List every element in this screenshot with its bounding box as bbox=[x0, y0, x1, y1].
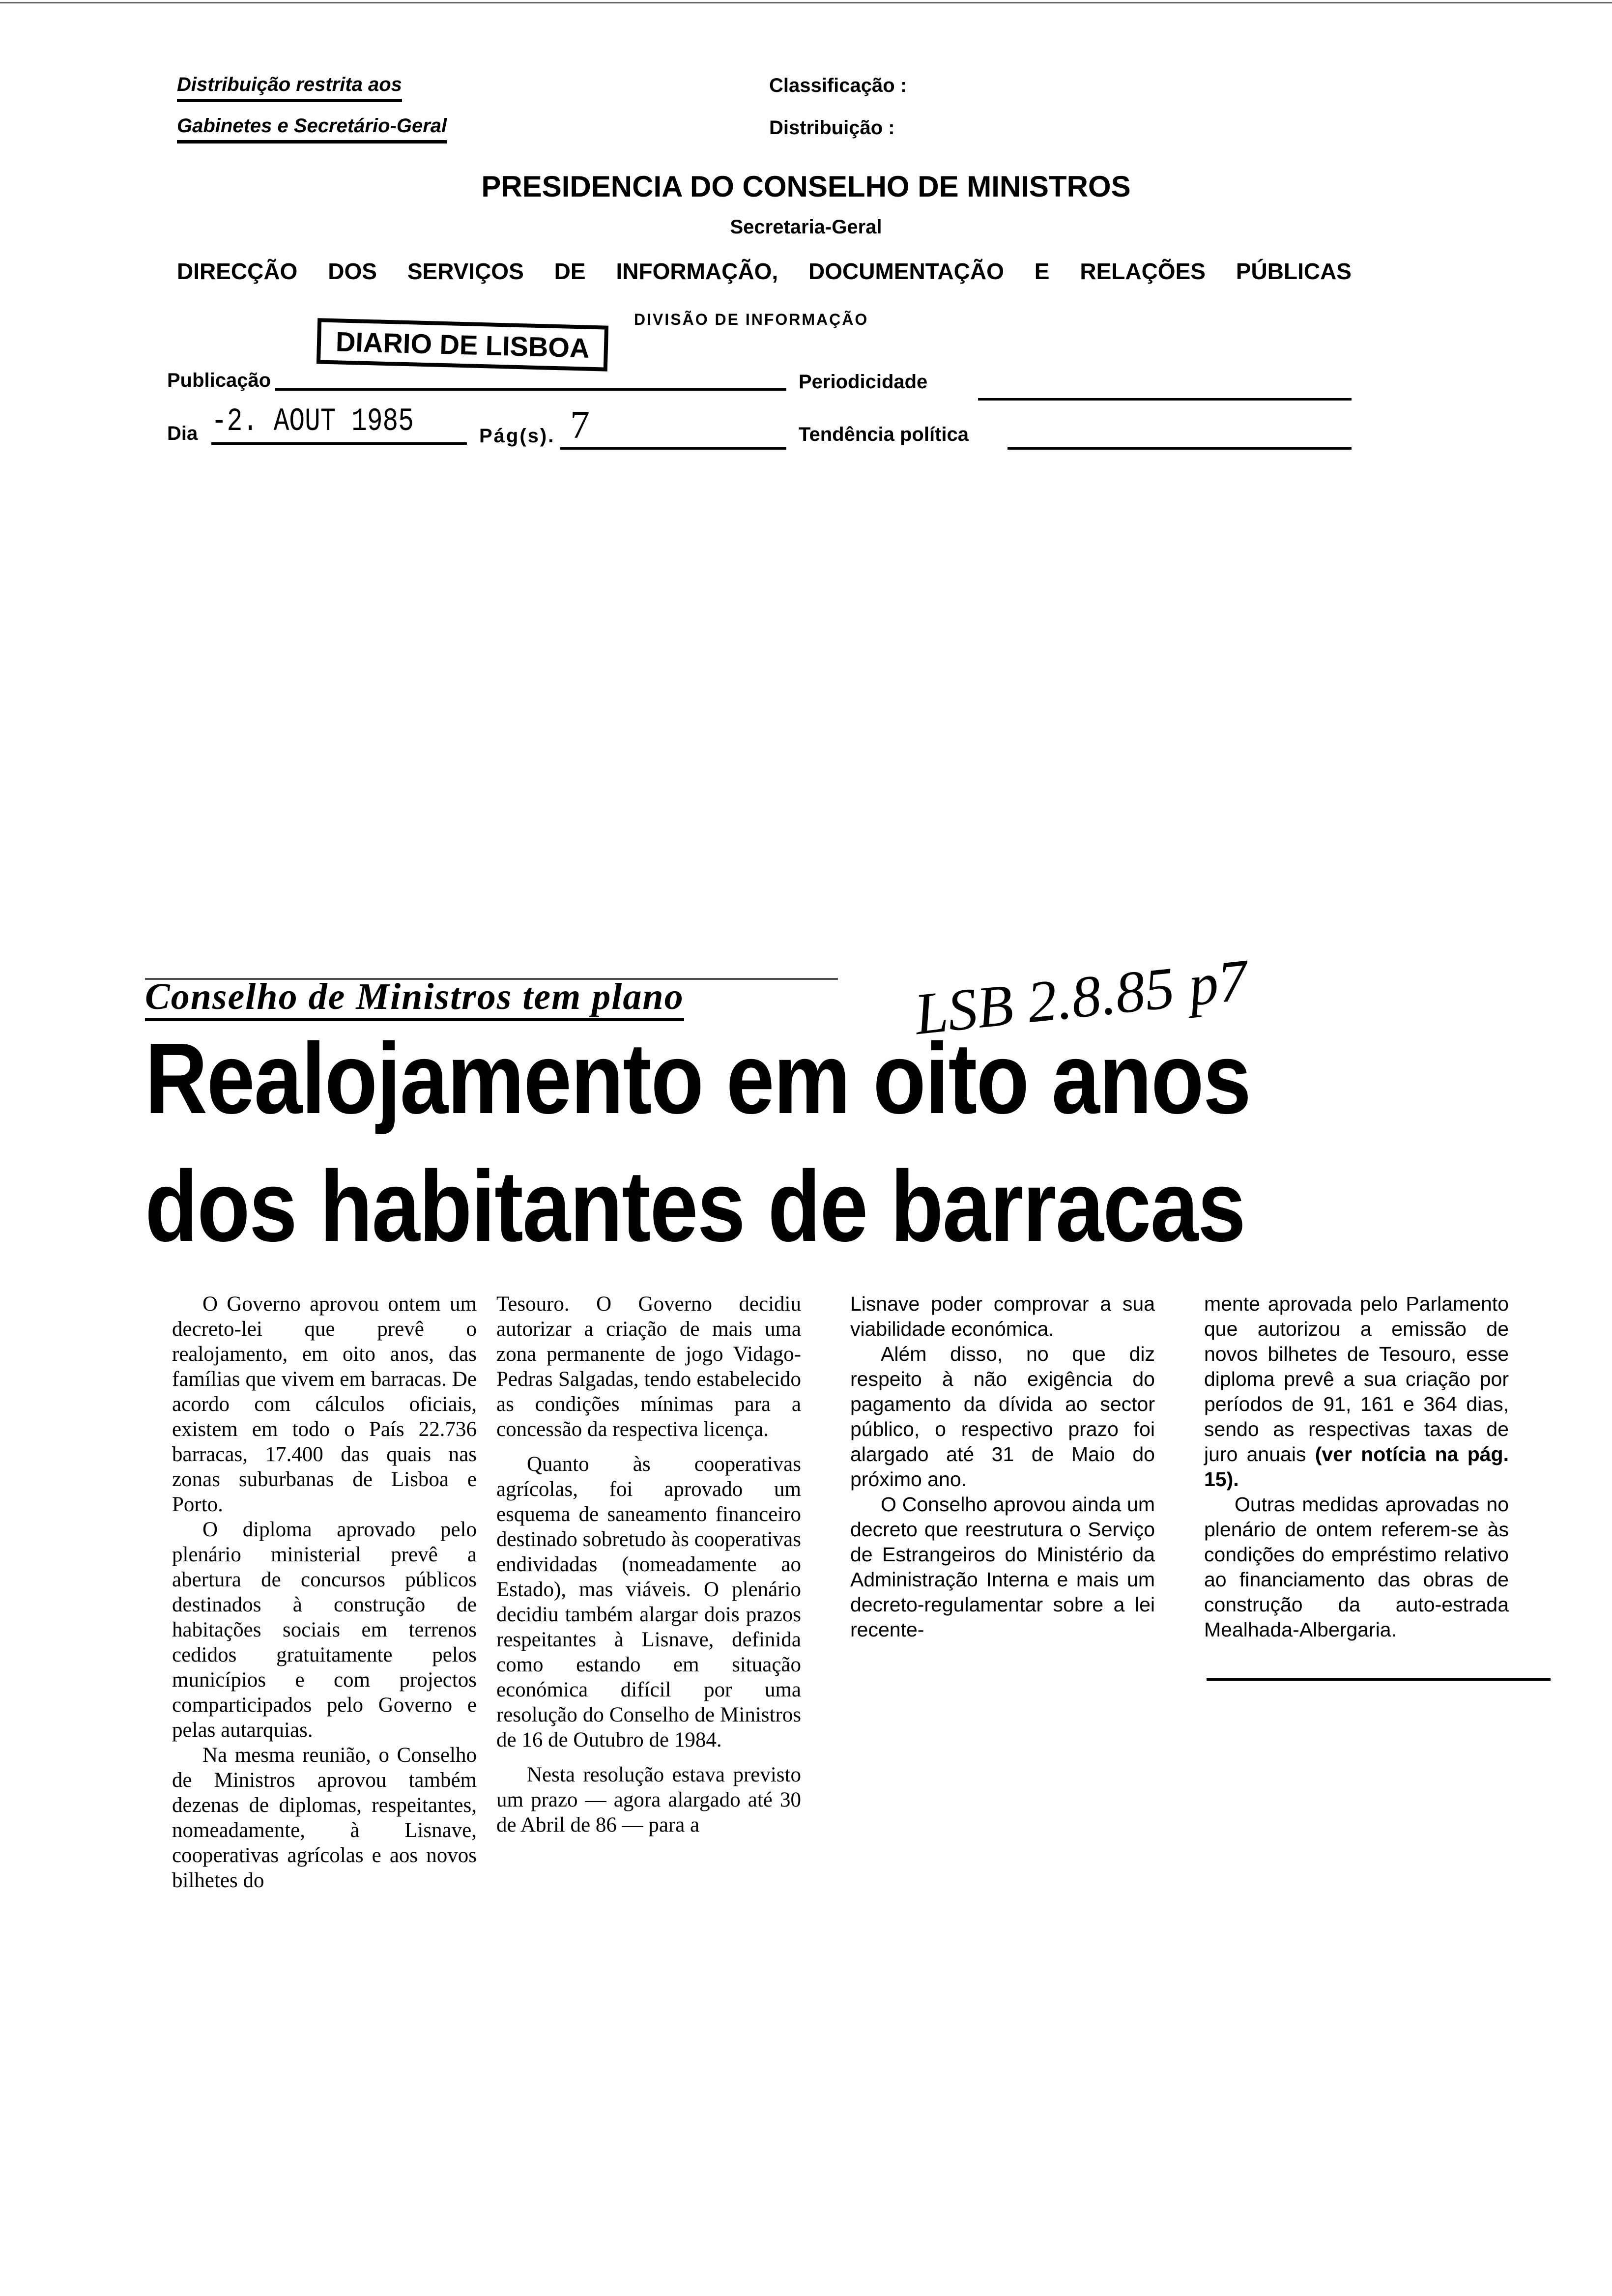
article-column-1 bbox=[172, 1292, 477, 1893]
dia-field bbox=[211, 403, 467, 445]
publicacao-label: Publicação bbox=[167, 370, 271, 391]
directorate: DIRECÇÃO DOS SERVIÇOS DE INFORMAÇÃO, DOCUMENTAÇÃO E RELAÇÕES PÚBLICAS bbox=[177, 258, 1352, 284]
paragraph: Além disso, no que diz respeito à não exigência do pagamento da dívida ao sector público, o respectivo prazo foi alargado até 31 de Maio do próximo ano. bbox=[850, 1343, 1155, 1491]
paragraph: Nesta resolução estava previsto um prazo — agora alargado até 30 de Abril de 86 — para a bbox=[496, 1763, 801, 1837]
paragraph: Lisnave poder comprovar a sua viabilidade económica. bbox=[850, 1292, 1155, 1340]
kicker: Conselho de Ministros tem plano bbox=[145, 976, 684, 1021]
article-column-2 bbox=[496, 1292, 801, 1837]
division: DIVISÃO DE INFORMAÇÃO bbox=[634, 311, 869, 328]
pags-label: Pág(s). bbox=[479, 425, 555, 447]
article-column-3 bbox=[850, 1292, 1155, 1642]
tendencia-field bbox=[1008, 423, 1352, 450]
paragraph-text: mente aprovada pelo Parlamento que autorizou a emissão de novos bilhetes de Tesouro, esse diploma prevê a sua criação por períodos de 91, 161 e 364 dias, sendo as respectivas taxas de juro anuais bbox=[1204, 1292, 1509, 1465]
restricted-text-2: Gabinetes e Secretário-Geral bbox=[177, 115, 447, 144]
restricted-line-2 bbox=[177, 115, 447, 144]
dia-label: Dia bbox=[167, 423, 198, 444]
tendencia-label: Tendência política bbox=[799, 424, 969, 445]
publicacao-field bbox=[275, 364, 786, 391]
distribuicao-label: Distribuição : bbox=[769, 117, 895, 139]
paragraph: Na mesma reunião, o Conselho de Ministros aprovou também dezenas de diplomas, respeitantes, nomeadamente, à Lisnave, cooperativas agrícolas e aos novos bilhetes do bbox=[172, 1744, 477, 1892]
restricted-line-1 bbox=[177, 74, 402, 102]
end-rule bbox=[1207, 1678, 1551, 1681]
paragraph: Tesouro. O Governo decidiu autorizar a criação de mais uma zona permanente de jogo Vidago-Pedras Salgadas, tendo estabelecido as condições mínimas para a concessão da respectiva licença. bbox=[496, 1292, 801, 1441]
dia-value: -2. AOUT 1985 bbox=[211, 403, 414, 440]
paragraph: Quanto às cooperativas agrícolas, foi aprovado um esquema de saneamento financeiro destinado sobretudo às cooperativas endividadas (nomeadamente ao Estado), mas viáveis. O plenário decidiu também alargar dois prazos respeitantes à Lisnave, definida como estando em situação económica difícil por uma resolução do Conselho de Ministros de 16 de Outubro de 1984. bbox=[496, 1453, 801, 1751]
article-column-4 bbox=[1204, 1292, 1509, 1642]
restricted-text-1: Distribuição restrita aos bbox=[177, 74, 402, 102]
org-title: PRESIDENCIA DO CONSELHO DE MINISTROS bbox=[481, 170, 1131, 203]
handwritten-note: LSB 2.8.85 p7 bbox=[911, 947, 1251, 1047]
publication-stamp: DIARIO DE LISBOA bbox=[317, 318, 609, 371]
paragraph bbox=[1204, 1292, 1509, 1492]
periodicidade-label: Periodicidade bbox=[799, 371, 928, 393]
scan-edge bbox=[0, 2, 1612, 3]
periodicidade-field bbox=[978, 373, 1352, 401]
org-subtitle: Secretaria-Geral bbox=[730, 216, 882, 238]
classificacao-label: Classificação : bbox=[769, 75, 907, 96]
page-reference: (ver notícia na pág. 15). bbox=[1204, 1443, 1509, 1491]
pags-field bbox=[560, 403, 786, 450]
paragraph: O diploma aprovado pelo plenário ministerial prevê a abertura de concursos públicos destinados à construção de habitações sociais em terrenos cedidos gratuitamente pelos municípios e com projectos comparticipados pelo Governo e pelas autarquias. bbox=[172, 1518, 477, 1742]
paragraph: O Governo aprovou ontem um decreto-lei que prevê o realojamento, em oito anos, das famílias que vivem em barracas. De acordo com cálculos oficiais, existem em todo o País 22.736 barracas, 17.400 das quais nas zonas suburbanas de Lisboa e Porto. bbox=[172, 1292, 477, 1516]
headline-line-1: Realojamento em oito anos bbox=[145, 1022, 1251, 1135]
paragraph: O Conselho aprovou ainda um decreto que reestrutura o Serviço de Estrangeiros do Ministério da Administração Interna e mais um decreto-regulamentar sobre a lei recente- bbox=[850, 1493, 1155, 1641]
paragraph: Outras medidas aprovadas no plenário de ontem referem-se às condições do empréstimo relativo ao financiamento das obras de construção da auto-estrada Mealhada-Albergaria. bbox=[1204, 1493, 1509, 1641]
headline-line-2: dos habitantes de barracas bbox=[145, 1150, 1245, 1263]
pags-value: 7 bbox=[570, 403, 590, 447]
